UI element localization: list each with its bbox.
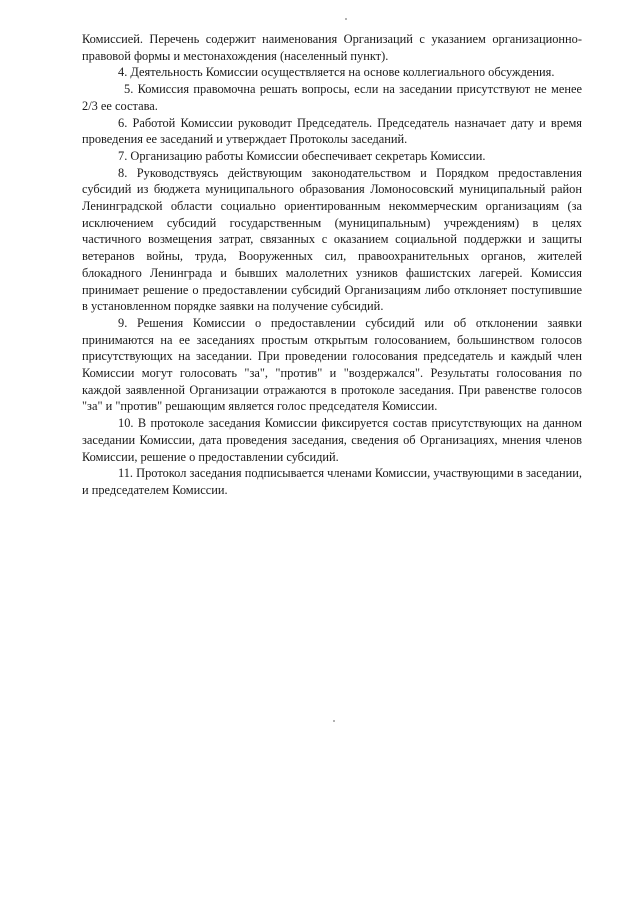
paragraph-continuation: Комиссией. Перечень содержит наименования Организаций с указанием организационно-правовой формы и местонахождения (населенный пункт). <box>82 32 582 63</box>
document-body <box>82 31 582 499</box>
paragraph-9: 9. Решения Комиссии о предоставлении субсидий или об отклонении заявки принимаются на ее заседаниях простым открытым голосованием, большинством голосов присутствующих на заседании. При проведении голосования председатель и каждый член Комиссии могут голосовать "за", "против" и "воздержался". Результаты голосования по каждой заявленной Организации отражаются в протоколе заседания. При равенстве голосов "за" и "против" решающим является голос председателя Комиссии. <box>82 315 582 414</box>
paragraph-6: 6. Работой Комиссии руководит Председатель. Председатель назначает дату и время проведения ее заседаний и утверждает Протоколы заседаний. <box>82 115 582 147</box>
paragraph-7: 7. Организацию работы Комиссии обеспечивает секретарь Комиссии. <box>118 148 486 163</box>
scan-speck <box>333 720 335 722</box>
paragraph-4: 4. Деятельность Комиссии осуществляется на основе коллегиального обсуждения. <box>118 65 555 80</box>
paragraph-11: 11. Протокол заседания подписывается членами Комиссии, участвующими в заседании, и председателем Комиссии. <box>82 466 582 497</box>
scan-speck <box>345 18 347 20</box>
paragraph-5: 5. Комиссия правомочна решать вопросы, если на заседании присутствуют не менее 2/3 ее состава. <box>82 82 582 113</box>
paragraph-10: 10. В протоколе заседания Комиссии фиксируется состав присутствующих на данном заседании Комиссии, дата проведения заседания, сведения об Организациях, мнения членов Комиссии, решение о предоставлении субсидий. <box>82 416 582 464</box>
paragraph-8: 8. Руководствуясь действующим законодательством и Порядком предоставления субсидий из бюджета муниципального образования Ломоносовский муниципальный район Ленинградской области социально ориентированным некоммерческим организациям (за исключением субсидий государственным (муниципальным) учреждениям) в целях частичного возмещения затрат, связанных с оказанием социальной поддержки и защиты ветеранов войны, труда, Вооруженных сил, правоохранительных органов, жителей блокадного Ленинграда и бывших малолетних узников фашистских лагерей. Комиссия принимает решение о предоставлении субсидий Организациям либо отклоняет поступившие в установленном порядке заявки на получение субсидий. <box>82 165 582 314</box>
